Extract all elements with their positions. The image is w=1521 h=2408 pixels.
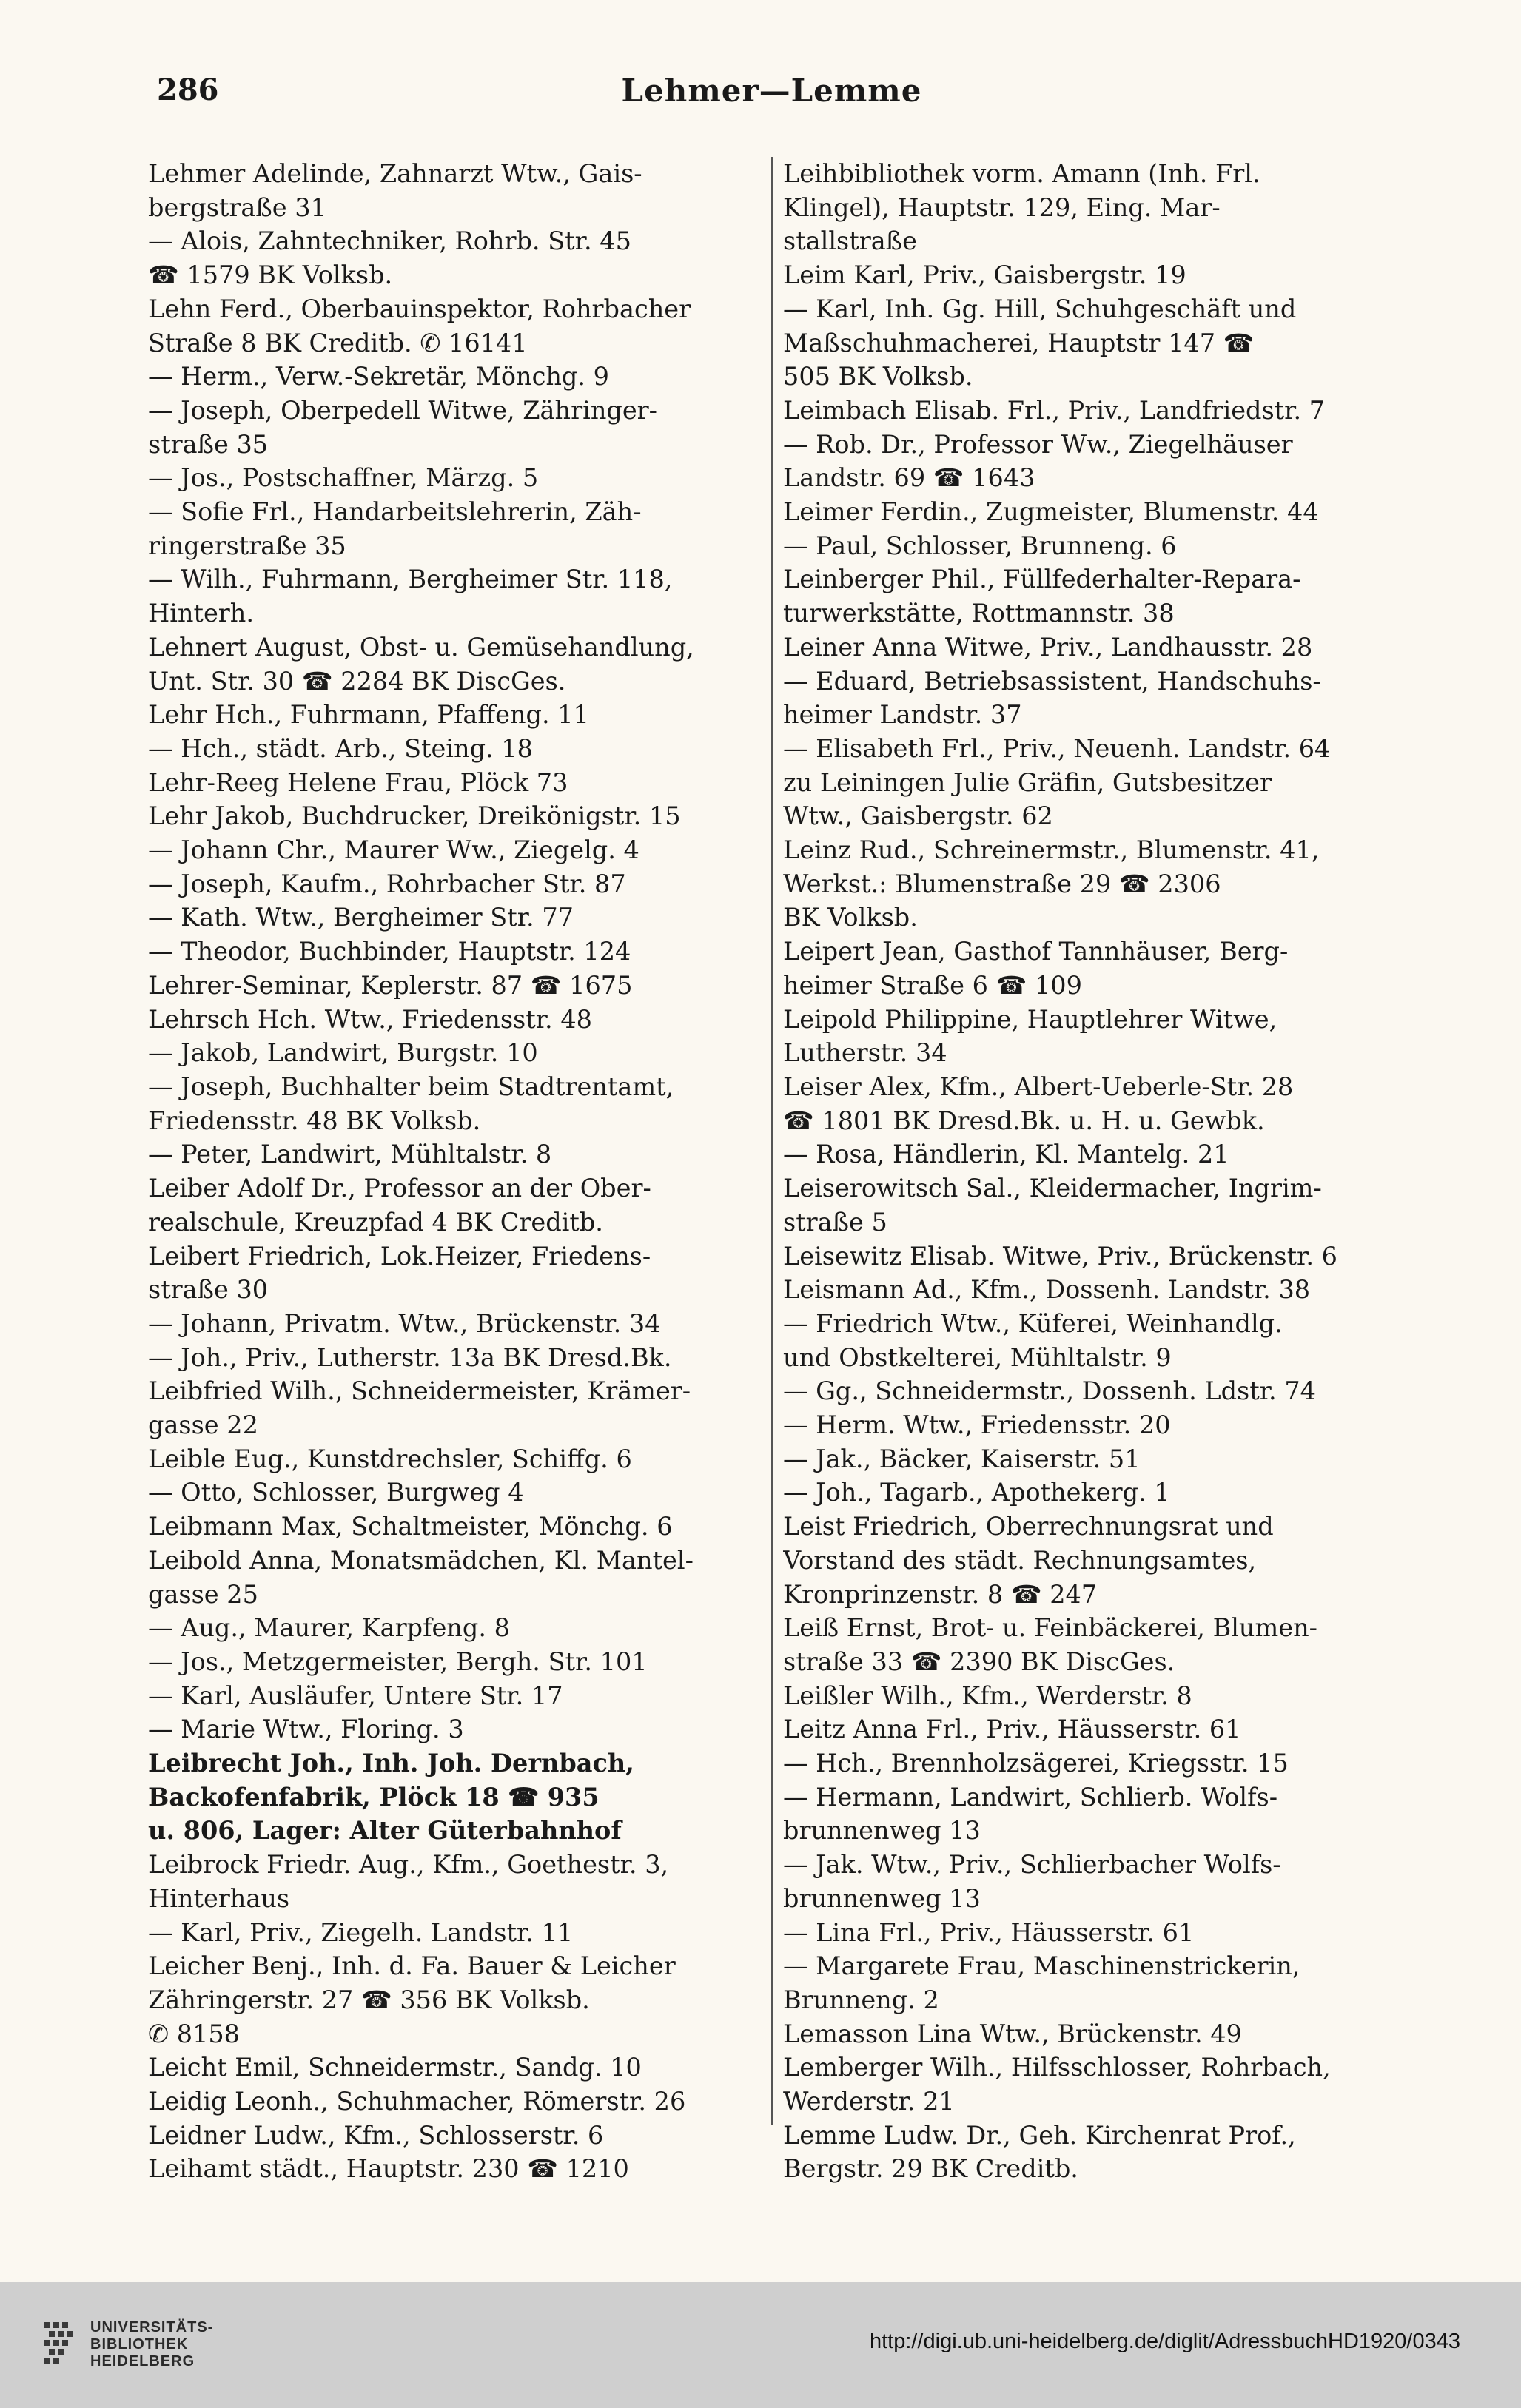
directory-line: Leibrock Friedr. Aug., Kfm., Goethestr. 3, — [148, 1850, 669, 1880]
directory-line: — Kath. Wtw., Bergheimer Str. 77 — [148, 903, 574, 932]
directory-line: Lemberger Wilh., Hilfsschlosser, Rohrbach, — [783, 2053, 1331, 2082]
directory-line: — Joseph, Buchhalter beim Stadtrentamt, — [148, 1072, 674, 1101]
directory-line: Leipert Jean, Gasthof Tannhäuser, Berg- — [783, 937, 1289, 966]
directory-line: Bergstr. 29 BK Creditb. — [783, 2154, 1078, 2184]
page-header — [148, 73, 1395, 124]
directory-line: Backofenfabrik, Plöck 18 ☎ 935 — [148, 1782, 600, 1812]
directory-line: Hinterh. — [148, 599, 255, 628]
directory-line: — Wilh., Fuhrmann, Bergheimer Str. 118, — [148, 565, 673, 594]
directory-line: realschule, Kreuzpfad 4 BK Creditb. — [148, 1207, 603, 1237]
logo-text-line: HEIDELBERG — [90, 2353, 195, 2370]
directory-line: brunnenweg 13 — [783, 1883, 981, 1913]
directory-line: Leiner Anna Witwe, Priv., Landhausstr. 28 — [783, 632, 1313, 662]
directory-line: Hinterhaus — [148, 1883, 290, 1913]
directory-line: — Hch., Brennholzsägerei, Kriegsstr. 15 — [783, 1749, 1289, 1778]
directory-line: — Johann Chr., Maurer Ww., Ziegelg. 4 — [148, 835, 639, 865]
source-url-link[interactable]: http://digi.ub.uni-heidelberg.de/diglit/AdressbuchHD1920/0343 — [869, 2330, 1460, 2353]
directory-line: — Karl, Priv., Ziegelh. Landstr. 11 — [148, 1917, 574, 1947]
logo-text-line: UNIVERSITÄTS- — [90, 2319, 214, 2335]
directory-line: heimer Landstr. 37 — [783, 700, 1022, 730]
directory-line: — Jak., Bäcker, Kaiserstr. 51 — [783, 1444, 1141, 1473]
directory-line: Leinz Rud., Schreinermstr., Blumenstr. 41, — [783, 835, 1320, 865]
directory-line: Lehr-Reeg Helene Frau, Plöck 73 — [148, 767, 568, 797]
directory-line: Lehn Ferd., Oberbauinspektor, Rohrbacher — [148, 294, 691, 323]
directory-line: — Marie Wtw., Floring. 3 — [148, 1715, 464, 1744]
directory-line: — Jak. Wtw., Priv., Schlierbacher Wolfs- — [783, 1850, 1281, 1880]
directory-line: — Margarete Frau, Maschinenstrickerin, — [783, 1951, 1300, 1981]
directory-line: Lehrer-Seminar, Keplerstr. 87 ☎ 1675 — [148, 970, 633, 1000]
directory-line: Zähringerstr. 27 ☎ 356 BK Volksb. — [148, 1985, 590, 2014]
directory-line: Leibrecht Joh., Inh. Joh. Dernbach, — [148, 1749, 634, 1778]
directory-line: straße 33 ☎ 2390 BK DiscGes. — [783, 1647, 1175, 1676]
directory-line: Leiser Alex, Kfm., Albert-Ueberle-Str. 28 — [783, 1072, 1294, 1101]
directory-line: bergstraße 31 — [148, 192, 326, 222]
directory-line: Leim Karl, Priv., Gaisbergstr. 19 — [783, 260, 1186, 290]
directory-line: — Eduard, Betriebsassistent, Handschuhs- — [783, 666, 1321, 696]
directory-line: Leibfried Wilh., Schneidermeister, Krämer- — [148, 1376, 691, 1406]
directory-line: straße 5 — [783, 1207, 887, 1237]
directory-line: Leist Friedrich, Oberrechnungsrat und — [783, 1512, 1274, 1541]
directory-line: — Karl, Inh. Gg. Hill, Schuhgeschäft und — [783, 294, 1297, 323]
directory-line: Wtw., Gaisbergstr. 62 — [783, 801, 1053, 831]
directory-line: — Joseph, Oberpedell Witwe, Zähringer- — [148, 395, 657, 425]
directory-line: zu Leiningen Julie Gräfin, Gutsbesitzer — [783, 767, 1272, 797]
directory-line: Friedensstr. 48 BK Volksb. — [148, 1106, 481, 1135]
directory-line: straße 30 — [148, 1275, 269, 1305]
directory-line: — Karl, Ausläufer, Untere Str. 17 — [148, 1681, 563, 1710]
directory-line: — Hermann, Landwirt, Schlierb. Wolfs- — [783, 1782, 1278, 1812]
directory-line: straße 35 — [148, 429, 269, 459]
directory-line: Lehr Hch., Fuhrmann, Pfaffeng. 11 — [148, 700, 589, 730]
directory-line: — Jos., Postschaffner, Märzg. 5 — [148, 463, 539, 493]
directory-line: Leipold Philippine, Hauptlehrer Witwe, — [783, 1004, 1277, 1034]
directory-line: — Jos., Metzgermeister, Bergh. Str. 101 — [148, 1647, 648, 1676]
directory-line: Leinberger Phil., Füllfederhalter-Repara- — [783, 565, 1301, 594]
directory-line: Werderstr. 21 — [783, 2087, 955, 2116]
directory-line: — Alois, Zahntechniker, Rohrb. Str. 45 — [148, 226, 631, 256]
directory-line: Lemme Ludw. Dr., Geh. Kirchenrat Prof., — [783, 2120, 1296, 2150]
directory-line: Leitz Anna Frl., Priv., Häusserstr. 61 — [783, 1715, 1241, 1744]
directory-line: Leißler Wilh., Kfm., Werderstr. 8 — [783, 1681, 1192, 1710]
directory-line: — Paul, Schlosser, Brunneng. 6 — [783, 531, 1177, 560]
directory-line: — Joseph, Kaufm., Rohrbacher Str. 87 — [148, 869, 626, 898]
directory-line: turwerkstätte, Rottmannstr. 38 — [783, 599, 1175, 628]
directory-line: Leiber Adolf Dr., Professor an der Ober- — [148, 1174, 651, 1203]
directory-line: — Rosa, Händlerin, Kl. Mantelg. 21 — [783, 1140, 1229, 1169]
directory-line: ✆ 8158 — [148, 2019, 240, 2048]
directory-line: stallstraße — [783, 226, 917, 256]
directory-line: Brunneng. 2 — [783, 1985, 939, 2014]
right-column — [783, 157, 1397, 2222]
directory-line: Kronprinzenstr. 8 ☎ 247 — [783, 1579, 1098, 1609]
directory-line: — Joh., Priv., Lutherstr. 13a BK Dresd.Bk. — [148, 1342, 672, 1372]
running-head: Lehmer—Lemme — [621, 73, 922, 109]
directory-line: ringerstraße 35 — [148, 531, 346, 560]
directory-line: Lehrsch Hch. Wtw., Friedensstr. 48 — [148, 1004, 592, 1034]
directory-line: Lehnert August, Obst- u. Gemüsehandlung, — [148, 632, 694, 662]
directory-line: Straße 8 BK Creditb. ✆ 16141 — [148, 328, 528, 357]
directory-line: Klingel), Hauptstr. 129, Eing. Mar- — [783, 192, 1221, 222]
directory-line: Lehr Jakob, Buchdrucker, Dreikönigstr. 15 — [148, 801, 681, 831]
directory-line: gasse 25 — [148, 1579, 258, 1609]
directory-line: Leisewitz Elisab. Witwe, Priv., Brückenstr. 6 — [783, 1241, 1337, 1271]
directory-line: Leibmann Max, Schaltmeister, Mönchg. 6 — [148, 1512, 673, 1541]
directory-line: heimer Straße 6 ☎ 109 — [783, 970, 1082, 1000]
directory-line: Leiß Ernst, Brot- u. Feinbäckerei, Blumen- — [783, 1613, 1317, 1643]
directory-line: — Friedrich Wtw., Küferei, Weinhandlg. — [783, 1308, 1283, 1338]
directory-line: — Rob. Dr., Professor Ww., Ziegelhäuser — [783, 429, 1293, 459]
directory-line: gasse 22 — [148, 1410, 258, 1440]
directory-line: — Gg., Schneidermstr., Dossenh. Ldstr. 74 — [783, 1376, 1316, 1406]
directory-line: Leibold Anna, Monatsmädchen, Kl. Mantel- — [148, 1545, 694, 1575]
directory-line: — Johann, Privatm. Wtw., Brückenstr. 34 — [148, 1308, 661, 1338]
directory-line: brunnenweg 13 — [783, 1816, 981, 1846]
directory-line: — Aug., Maurer, Karpfeng. 8 — [148, 1613, 510, 1643]
directory-line: u. 806, Lager: Alter Güterbahnhof — [148, 1816, 622, 1846]
page-number: 286 — [157, 73, 219, 107]
directory-line: BK Volksb. — [783, 903, 918, 932]
directory-line: Leidner Ludw., Kfm., Schlosserstr. 6 — [148, 2120, 604, 2150]
directory-line: Lehmer Adelinde, Zahnarzt Wtw., Gais- — [148, 159, 642, 188]
directory-line: 505 BK Volksb. — [783, 362, 973, 391]
directory-line: Lutherstr. 34 — [783, 1038, 947, 1068]
directory-line: — Herm., Verw.-Sekretär, Mönchg. 9 — [148, 362, 609, 391]
directory-line: Maßschuhmacherei, Hauptstr 147 ☎ — [783, 328, 1255, 357]
logo-text-line: BIBLIOTHEK — [90, 2336, 189, 2352]
directory-line: — Jakob, Landwirt, Burgstr. 10 — [148, 1038, 538, 1068]
directory-line: — Otto, Schlosser, Burgweg 4 — [148, 1478, 524, 1507]
directory-line: Leidig Leonh., Schuhmacher, Römerstr. 26 — [148, 2087, 686, 2116]
directory-line: Leihbibliothek vorm. Amann (Inh. Frl. — [783, 159, 1260, 188]
directory-line: Leicht Emil, Schneidermstr., Sandg. 10 — [148, 2053, 642, 2082]
directory-line: Leible Eug., Kunstdrechsler, Schiffg. 6 — [148, 1444, 632, 1473]
directory-line: — Herm. Wtw., Friedensstr. 20 — [783, 1410, 1171, 1440]
left-column — [148, 157, 762, 2222]
university-library-logo-icon — [43, 2321, 75, 2365]
directory-line: Landstr. 69 ☎ 1643 — [783, 463, 1035, 493]
directory-line: — Theodor, Buchbinder, Hauptstr. 124 — [148, 937, 631, 966]
directory-line: Leimbach Elisab. Frl., Priv., Landfriedstr. 7 — [783, 395, 1326, 425]
directory-line: Leismann Ad., Kfm., Dossenh. Landstr. 38 — [783, 1275, 1311, 1305]
directory-line: Leibert Friedrich, Lok.Heizer, Friedens- — [148, 1241, 651, 1271]
directory-line: — Joh., Tagarb., Apothekerg. 1 — [783, 1478, 1170, 1507]
directory-line: Unt. Str. 30 ☎ 2284 BK DiscGes. — [148, 666, 566, 696]
directory-line: Leicher Benj., Inh. d. Fa. Bauer & Leicher — [148, 1951, 676, 1981]
directory-line: und Obstkelterei, Mühltalstr. 9 — [783, 1342, 1172, 1372]
directory-line: Leihamt städt., Hauptstr. 230 ☎ 1210 — [148, 2154, 629, 2184]
directory-line: — Lina Frl., Priv., Häusserstr. 61 — [783, 1917, 1195, 1947]
directory-line: Werkst.: Blumenstraße 29 ☎ 2306 — [783, 869, 1221, 898]
directory-line: Leimer Ferdin., Zugmeister, Blumenstr. 44 — [783, 497, 1319, 527]
directory-line: — Hch., städt. Arb., Steing. 18 — [148, 733, 533, 763]
directory-line: — Peter, Landwirt, Mühltalstr. 8 — [148, 1140, 552, 1169]
library-logo-text — [90, 2319, 213, 2370]
footer-bar — [0, 2282, 1521, 2408]
directory-line: — Sofie Frl., Handarbeitslehrerin, Zäh- — [148, 497, 642, 527]
directory-line: ☎ 1801 BK Dresd.Bk. u. H. u. Gewbk. — [783, 1106, 1265, 1135]
column-divider — [771, 157, 773, 2125]
directory-line: — Elisabeth Frl., Priv., Neuenh. Landstr. 64 — [783, 733, 1331, 763]
directory-line: ☎ 1579 BK Volksb. — [148, 260, 393, 290]
directory-line: Vorstand des städt. Rechnungsamtes, — [783, 1545, 1257, 1575]
directory-line: Leiserowitsch Sal., Kleidermacher, Ingrim- — [783, 1174, 1322, 1203]
directory-line: Lemasson Lina Wtw., Brückenstr. 49 — [783, 2019, 1242, 2048]
